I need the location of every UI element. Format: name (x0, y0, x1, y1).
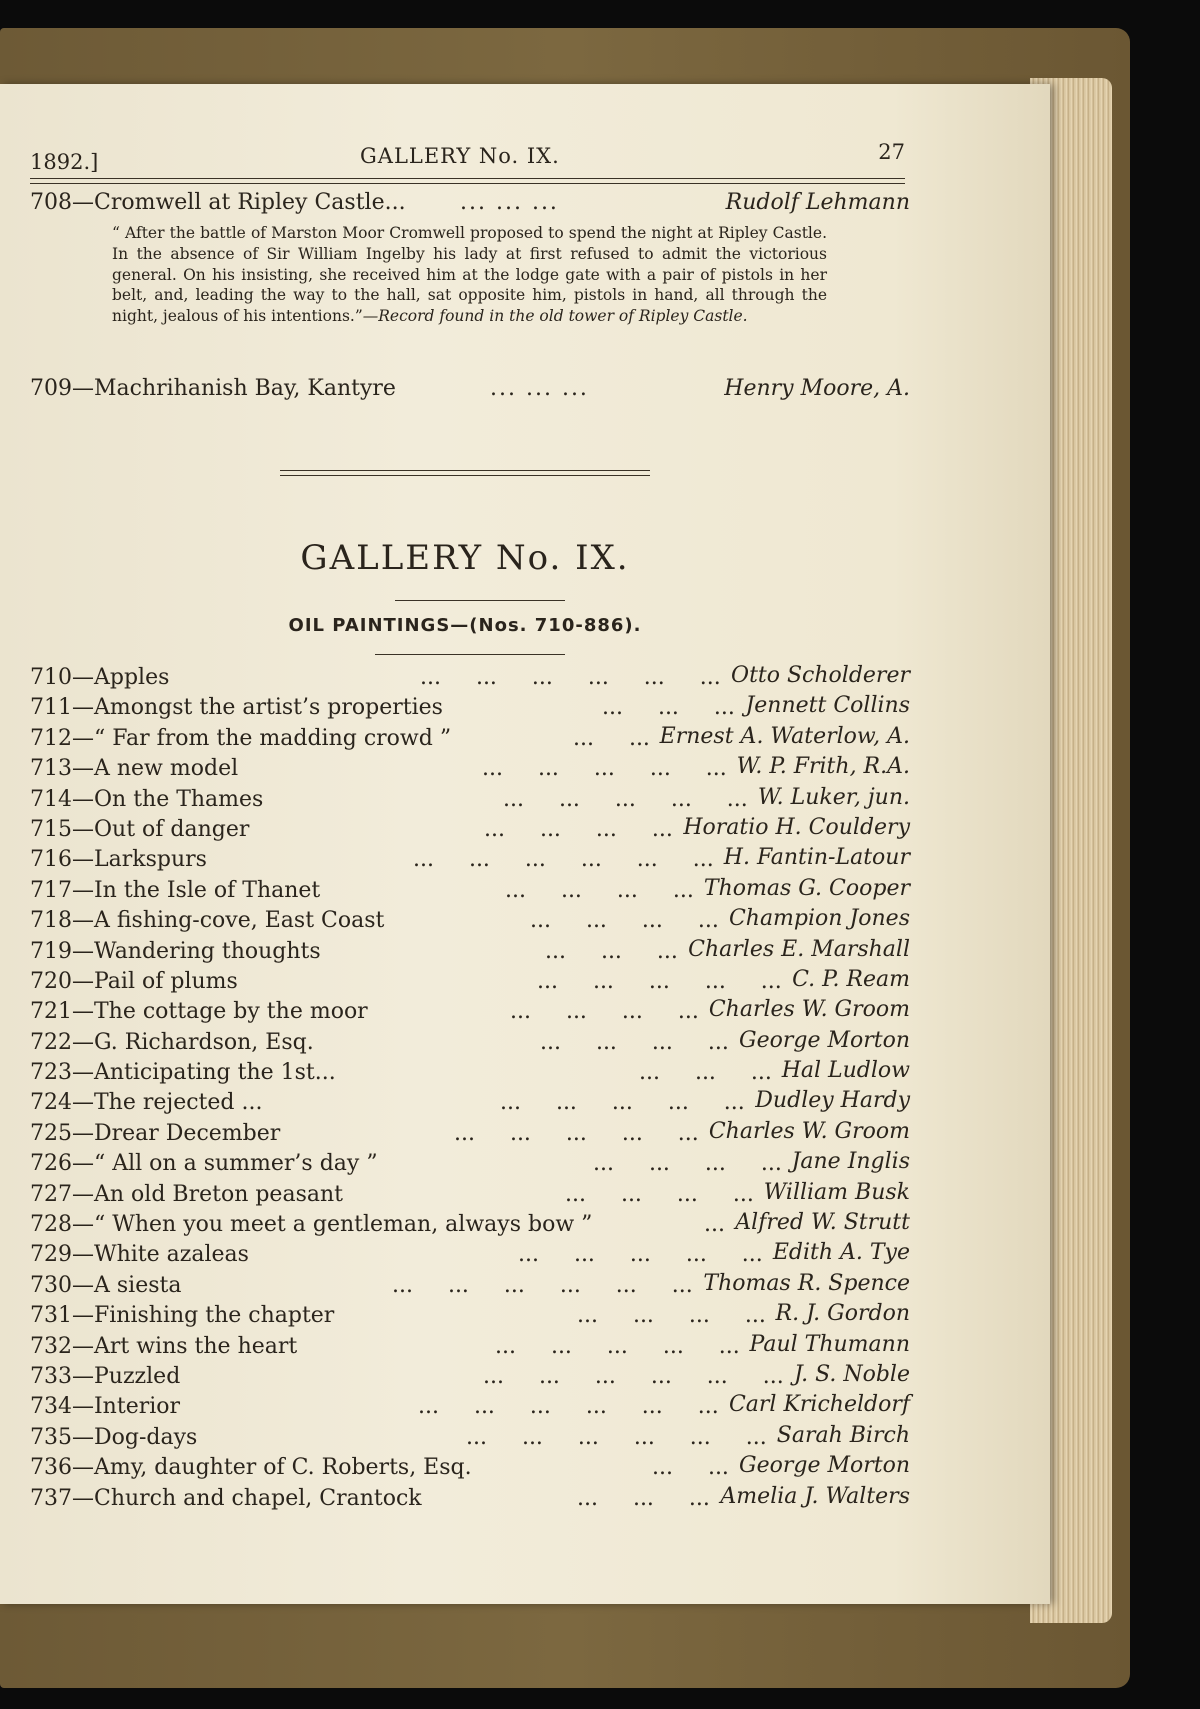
entry-artist: Otto Scholderer (731, 663, 910, 688)
entry-title: 714—On the Thames (30, 786, 264, 812)
entry-leader-dots: ... ... ... ... (540, 1029, 729, 1055)
entry-leader-dots: ... ... ... ... ... (454, 1120, 699, 1146)
entry-leader-dots: ... ... ... ... (593, 1151, 782, 1177)
list-item (30, 967, 910, 997)
entry-leader-dots: ... ... ... ... (510, 999, 699, 1025)
entry-title: 721—The cottage by the moor (30, 999, 368, 1025)
list-item (30, 1362, 910, 1392)
section-divider (280, 470, 650, 476)
entry-title: 730—A siesta (30, 1272, 182, 1298)
entry-title: 722—G. Richardson, Esq. (30, 1029, 314, 1055)
list-item (30, 1423, 910, 1453)
list-item (30, 1210, 910, 1240)
entry-title: 735—Dog-days (30, 1424, 198, 1450)
list-item (30, 845, 910, 875)
entry-title: 710—Apples (30, 665, 170, 690)
list-item (30, 1453, 910, 1483)
entry-leader-dots: ... ... ... ... ... (503, 786, 748, 812)
entry-title: 717—In the Isle of Thanet (30, 877, 321, 903)
entry-leader-dots: ... ... ... ... (565, 1181, 754, 1207)
entry-title: 712—“ Far from the madding crowd ” (30, 725, 452, 751)
entry-title: 713—A new model (30, 756, 239, 782)
entry-artist: Henry Moore, A. (724, 376, 910, 401)
list-item (30, 1058, 910, 1088)
list-item (30, 1149, 910, 1179)
gallery-heading: GALLERY No. IX. (300, 538, 630, 578)
list-item (30, 1392, 910, 1422)
entry-artist: J. S. Noble (793, 1361, 910, 1387)
entry-artist: Charles E. Marshall (688, 936, 910, 962)
entry-artist: Paul Thumann (749, 1331, 910, 1357)
quotation-source: —Record found in the old tower of Ripley Castle. (362, 307, 748, 326)
list-item (30, 1088, 910, 1118)
page-number: 27 (878, 140, 905, 164)
entry-artist: H. Fantin-Latour (723, 845, 910, 871)
list-item (30, 815, 910, 845)
list-item (30, 997, 910, 1027)
list-item (30, 785, 910, 815)
quotation (112, 223, 827, 327)
entry-leader-dots: ... ... ... ... ... (495, 1333, 740, 1359)
entry-title: 733—Puzzled (30, 1363, 181, 1389)
entry-title: 728—“ When you meet a gentleman, always bow ” (30, 1212, 593, 1238)
entry-leader-dots: ... ... ... (460, 190, 559, 215)
entry-708 (30, 190, 910, 220)
entry-artist: Thomas G. Cooper (703, 875, 910, 901)
entry-leader-dots: ... ... ... (602, 695, 735, 721)
entry-title: 732—Art wins the heart (30, 1333, 298, 1359)
entry-709 (30, 376, 910, 406)
entry-artist: Horatio H. Couldery (683, 814, 910, 840)
entry-leader-dots: ... (704, 1212, 725, 1238)
list-item (30, 663, 910, 693)
entry-leader-dots: ... ... ... ... (577, 1303, 766, 1329)
entry-leader-dots: ... ... ... ... ... (482, 756, 727, 782)
entry-title: 724—The rejected ... (30, 1090, 263, 1116)
running-head-title: GALLERY No. IX. (360, 144, 560, 168)
entry-leader-dots: ... ... ... ... ... ... (420, 665, 721, 690)
entry-title: 718—A fishing-cove, East Coast (30, 908, 385, 934)
entry-title: 726—“ All on a summer’s day ” (30, 1151, 378, 1177)
entry-artist: Jennett Collins (745, 693, 910, 719)
list-item (30, 1484, 910, 1514)
entry-title: 736—Amy, daughter of C. Roberts, Esq. (30, 1455, 472, 1481)
entry-artist: W. P. Frith, R.A. (736, 754, 910, 780)
entry-artist: Sarah Birch (776, 1422, 910, 1448)
entry-leader-dots: ... ... ... ... ... ... (466, 1424, 767, 1450)
entry-leader-dots: ... ... ... ... ... ... (392, 1272, 693, 1298)
entry-artist: George Morton (739, 1027, 910, 1053)
entry-leader-dots: ... ... ... ... (484, 816, 673, 842)
entry-title: 727—An old Breton peasant (30, 1181, 343, 1207)
entry-leader-dots: ... ... ... ... ... (500, 1090, 745, 1116)
entry-title: 719—Wandering thoughts (30, 938, 321, 964)
entry-artist: Edith A. Tye (772, 1240, 910, 1266)
list-item (30, 724, 910, 754)
entry-leader-dots: ... ... ... (639, 1060, 772, 1086)
entry-title: 731—Finishing the chapter (30, 1303, 335, 1329)
entry-leader-dots: ... ... ... (577, 1485, 710, 1511)
quotation-text: “ After the battle of Marston Moor Cromwell proposed to spend the night at Ripley Castle. In the absence of Sir William Ingelby his lady at first refused to admit the victorious general. On his insisting, she received him at the lodge gate with a pair of pistols in her belt, and, leading the way to the hall, sat opposite him, pistols in hand, all through the night, jealous of his intentions.” (112, 224, 827, 326)
entry-title: 729—White azaleas (30, 1242, 249, 1268)
entry-leader-dots: ... ... (652, 1455, 729, 1481)
entry-artist: Charles W. Groom (708, 997, 910, 1023)
entry-title: 711—Amongst the artist’s properties (30, 695, 443, 721)
entry-artist: R. J. Gordon (775, 1301, 910, 1327)
list-item (30, 1332, 910, 1362)
entry-artist: George Morton (739, 1453, 910, 1479)
entry-title: 737—Church and chapel, Crantock (30, 1485, 422, 1511)
entry-artist: Amelia J. Walters (720, 1483, 910, 1509)
entry-title: 723—Anticipating the 1st... (30, 1060, 336, 1086)
paintings-list (30, 663, 910, 1514)
entry-artist: Ernest A. Waterlow, A. (659, 723, 910, 749)
list-item (30, 693, 910, 723)
entry-title: 715—Out of danger (30, 816, 250, 842)
entry-artist: C. P. Ream (792, 966, 910, 992)
entry-artist: Thomas R. Spence (703, 1270, 910, 1296)
entry-leader-dots: ... ... ... ... ... ... (418, 1394, 719, 1420)
entry-artist: Jane Inglis (791, 1149, 910, 1175)
entry-artist: William Busk (763, 1179, 910, 1205)
list-item (30, 1028, 910, 1058)
entry-leader-dots: ... ... (573, 725, 650, 751)
list-item (30, 937, 910, 967)
list-item (30, 1301, 910, 1331)
running-head (30, 140, 905, 180)
entry-leader-dots: ... ... ... ... ... ... (413, 847, 714, 873)
entry-leader-dots: ... ... ... ... ... (518, 1242, 763, 1268)
entry-artist: Champion Jones (728, 906, 910, 932)
list-item (30, 906, 910, 936)
entry-artist: Alfred W. Strutt (735, 1210, 910, 1236)
entry-leader-dots: ... ... ... (545, 938, 678, 964)
entry-artist: W. Luker, jun. (757, 784, 910, 810)
list-item (30, 754, 910, 784)
entry-leader-dots: ... ... ... ... ... (537, 968, 782, 994)
entry-leader-dots: ... ... ... ... ... ... (483, 1363, 784, 1389)
entry-leader-dots: ... ... ... ... (505, 877, 694, 903)
entry-title: 720—Pail of plums (30, 968, 238, 994)
entry-artist: Charles W. Groom (708, 1118, 910, 1144)
entry-leader-dots: ... ... ... (490, 376, 589, 401)
list-item (30, 1271, 910, 1301)
heading-rule (395, 600, 565, 601)
running-head-year: 1892.] (30, 150, 99, 174)
entry-artist: Rudolf Lehmann (725, 190, 910, 215)
entry-title: 716—Larkspurs (30, 847, 207, 873)
entry-artist: Hal Ludlow (781, 1058, 910, 1084)
list-item (30, 1240, 910, 1270)
entry-leader-dots: ... ... ... ... (530, 908, 719, 934)
entry-title: 709—Machrihanish Bay, Kantyre (30, 376, 396, 401)
list-item (30, 876, 910, 906)
oil-paintings-subheading: OIL PAINTINGS—(Nos. 710-886). (288, 615, 642, 636)
entry-title: 734—Interior (30, 1394, 181, 1420)
list-item (30, 1119, 910, 1149)
list-item (30, 1180, 910, 1210)
entry-title: 708—Cromwell at Ripley Castle... (30, 190, 406, 215)
entry-artist: Carl Kricheldorf (728, 1392, 910, 1418)
subheading-rule (375, 654, 565, 655)
entry-artist: Dudley Hardy (755, 1088, 910, 1114)
entry-title: 725—Drear December (30, 1120, 281, 1146)
header-rule (30, 178, 905, 184)
